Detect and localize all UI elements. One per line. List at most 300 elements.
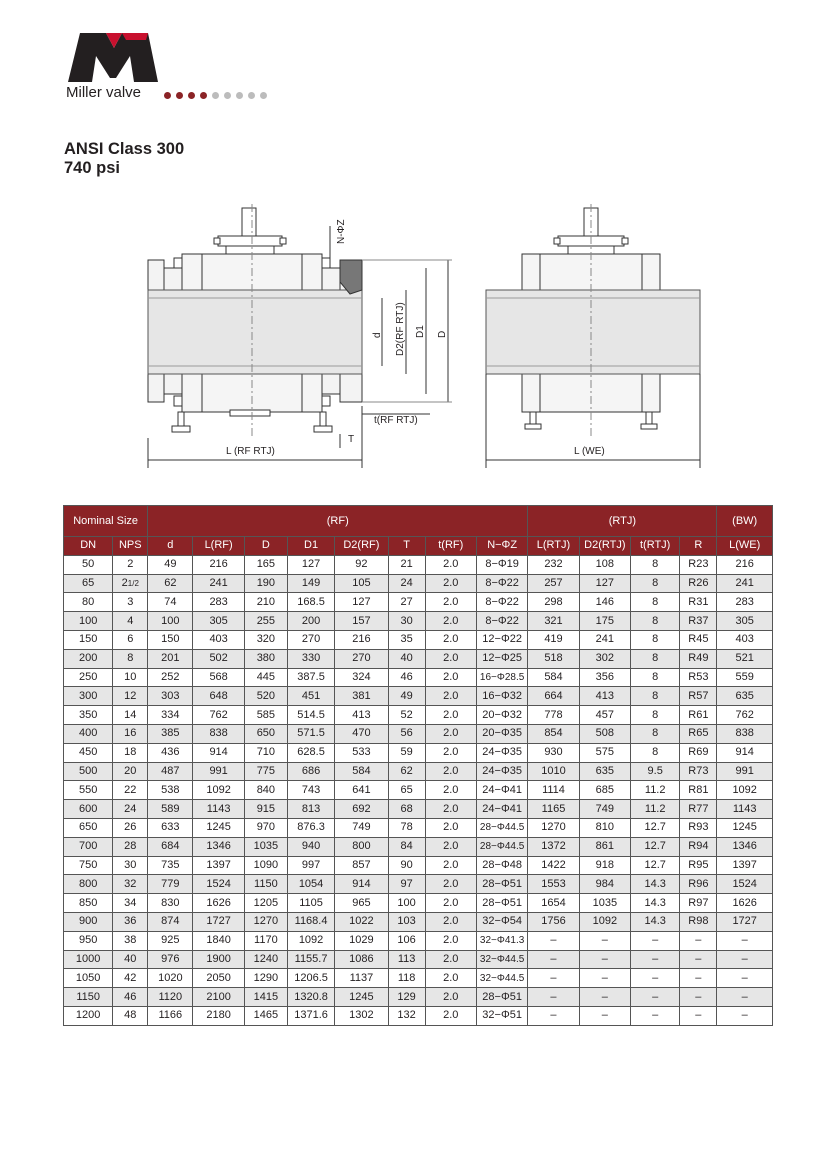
page-title bbox=[64, 140, 184, 178]
column-header: t(RTJ) bbox=[631, 537, 680, 556]
table-cell: 940 bbox=[287, 837, 334, 856]
table-cell: 1092 bbox=[287, 931, 334, 950]
table-cell: 190 bbox=[244, 574, 287, 593]
table-group-header bbox=[64, 506, 773, 537]
table-cell: 830 bbox=[148, 894, 193, 913]
table-cell: R81 bbox=[680, 781, 717, 800]
table-cell: 34 bbox=[113, 894, 148, 913]
table-cell: 1010 bbox=[528, 762, 579, 781]
table-cell: 46 bbox=[388, 668, 425, 687]
table-cell: 600 bbox=[64, 800, 113, 819]
table-cell: 1086 bbox=[335, 950, 388, 969]
table-cell: 451 bbox=[287, 687, 334, 706]
table-cell: 12−Φ25 bbox=[476, 649, 527, 668]
table-cell: 2.0 bbox=[425, 1006, 476, 1025]
table-cell: 12.7 bbox=[631, 818, 680, 837]
table-cell: 2050 bbox=[193, 969, 244, 988]
table-row bbox=[64, 818, 773, 837]
table-row bbox=[64, 593, 773, 612]
flanged-valve-view bbox=[148, 204, 452, 468]
brand-dot bbox=[164, 92, 171, 99]
table-cell: 1654 bbox=[528, 894, 579, 913]
table-cell: 1020 bbox=[148, 969, 193, 988]
table-cell: 250 bbox=[64, 668, 113, 687]
table-cell: 105 bbox=[335, 574, 388, 593]
table-cell: 1727 bbox=[717, 912, 773, 931]
table-cell: 8−Φ22 bbox=[476, 593, 527, 612]
table-cell: 216 bbox=[335, 630, 388, 649]
table-cell: 150 bbox=[64, 630, 113, 649]
table-cell: 90 bbox=[388, 856, 425, 875]
table-cell: 635 bbox=[717, 687, 773, 706]
table-cell: 1205 bbox=[244, 894, 287, 913]
table-cell: 700 bbox=[64, 837, 113, 856]
column-header: D2(RF) bbox=[335, 537, 388, 556]
valve-drawing bbox=[130, 198, 710, 473]
brand-dot bbox=[212, 92, 219, 99]
table-cell: 778 bbox=[528, 706, 579, 725]
table-cell: 4 bbox=[113, 612, 148, 631]
table-cell: 216 bbox=[193, 555, 244, 574]
table-cell: 100 bbox=[64, 612, 113, 631]
table-cell: 283 bbox=[193, 593, 244, 612]
table-cell: 2.0 bbox=[425, 837, 476, 856]
table-cell: 168.5 bbox=[287, 593, 334, 612]
table-cell: 165 bbox=[244, 555, 287, 574]
table-cell: 1090 bbox=[244, 856, 287, 875]
column-header: L(WE) bbox=[717, 537, 773, 556]
table-cell: 300 bbox=[64, 687, 113, 706]
table-cell: 270 bbox=[335, 649, 388, 668]
table-cell: – bbox=[579, 988, 630, 1007]
table-cell: 857 bbox=[335, 856, 388, 875]
table-cell: 28−Φ51 bbox=[476, 988, 527, 1007]
table-cell: – bbox=[680, 931, 717, 950]
table-cell: 52 bbox=[388, 706, 425, 725]
table-cell: 157 bbox=[335, 612, 388, 631]
table-row bbox=[64, 687, 773, 706]
table-cell: 385 bbox=[148, 724, 193, 743]
table-cell: 650 bbox=[64, 818, 113, 837]
table-cell: R69 bbox=[680, 743, 717, 762]
table-cell: – bbox=[528, 969, 579, 988]
table-cell: 30 bbox=[113, 856, 148, 875]
table-cell: 419 bbox=[528, 630, 579, 649]
table-cell: 965 bbox=[335, 894, 388, 913]
table-cell: 59 bbox=[388, 743, 425, 762]
table-cell: 1050 bbox=[64, 969, 113, 988]
table-cell: 132 bbox=[388, 1006, 425, 1025]
table-cell: 62 bbox=[388, 762, 425, 781]
table-cell: 35 bbox=[388, 630, 425, 649]
table-cell: 584 bbox=[528, 668, 579, 687]
table-cell: 127 bbox=[335, 593, 388, 612]
table-cell: 1206.5 bbox=[287, 969, 334, 988]
table-cell: 650 bbox=[244, 724, 287, 743]
table-cell: 8−Φ19 bbox=[476, 555, 527, 574]
table-cell: 350 bbox=[64, 706, 113, 725]
table-cell: 2.0 bbox=[425, 612, 476, 631]
table-cell: 684 bbox=[148, 837, 193, 856]
table-cell: R77 bbox=[680, 800, 717, 819]
table-cell: R49 bbox=[680, 649, 717, 668]
table-cell: 2.0 bbox=[425, 800, 476, 819]
table-cell: 1397 bbox=[193, 856, 244, 875]
table-cell: 568 bbox=[193, 668, 244, 687]
table-cell: 28−Φ48 bbox=[476, 856, 527, 875]
table-cell: 950 bbox=[64, 931, 113, 950]
table-column-header bbox=[64, 537, 773, 556]
table-cell: 3 bbox=[113, 593, 148, 612]
table-cell: 2.0 bbox=[425, 574, 476, 593]
d1-label: D1 bbox=[415, 325, 426, 338]
table-cell: 8 bbox=[631, 612, 680, 631]
table-cell: 2.0 bbox=[425, 687, 476, 706]
table-cell: 32−Φ41.3 bbox=[476, 931, 527, 950]
table-cell: 8 bbox=[631, 743, 680, 762]
table-cell: 779 bbox=[148, 875, 193, 894]
table-cell: – bbox=[717, 950, 773, 969]
table-cell: 24−Φ41 bbox=[476, 800, 527, 819]
table-cell: 1170 bbox=[244, 931, 287, 950]
table-cell: 18 bbox=[113, 743, 148, 762]
table-cell: 2.0 bbox=[425, 630, 476, 649]
table-cell: 24−Φ35 bbox=[476, 743, 527, 762]
table-cell: 38 bbox=[113, 931, 148, 950]
table-cell: 68 bbox=[388, 800, 425, 819]
table-row bbox=[64, 856, 773, 875]
table-cell: 8 bbox=[631, 630, 680, 649]
table-cell: 775 bbox=[244, 762, 287, 781]
table-cell: – bbox=[631, 1006, 680, 1025]
table-row bbox=[64, 875, 773, 894]
table-cell: 1054 bbox=[287, 875, 334, 894]
table-cell: 2 bbox=[113, 555, 148, 574]
table-cell: 334 bbox=[148, 706, 193, 725]
table-cell: 65 bbox=[64, 574, 113, 593]
table-cell: 92 bbox=[335, 555, 388, 574]
table-cell: – bbox=[579, 969, 630, 988]
table-cell: 861 bbox=[579, 837, 630, 856]
table-cell: 900 bbox=[64, 912, 113, 931]
table-cell: 320 bbox=[244, 630, 287, 649]
table-cell: 20−Φ35 bbox=[476, 724, 527, 743]
table-cell: 1200 bbox=[64, 1006, 113, 1025]
brand-dot bbox=[248, 92, 255, 99]
table-cell: – bbox=[631, 969, 680, 988]
table-row bbox=[64, 706, 773, 725]
table-cell: R61 bbox=[680, 706, 717, 725]
table-cell: 991 bbox=[193, 762, 244, 781]
table-cell: 508 bbox=[579, 724, 630, 743]
table-cell: 74 bbox=[148, 593, 193, 612]
table-row bbox=[64, 912, 773, 931]
table-row bbox=[64, 762, 773, 781]
brand-dot bbox=[260, 92, 267, 99]
table-row bbox=[64, 969, 773, 988]
table-cell: 28−Φ44.5 bbox=[476, 837, 527, 856]
table-row bbox=[64, 555, 773, 574]
table-cell: 457 bbox=[579, 706, 630, 725]
table-cell: 149 bbox=[287, 574, 334, 593]
brand-dot bbox=[236, 92, 243, 99]
table-cell: 28 bbox=[113, 837, 148, 856]
table-cell: 571.5 bbox=[287, 724, 334, 743]
table-row bbox=[64, 1006, 773, 1025]
table-cell: 2100 bbox=[193, 988, 244, 1007]
table-cell: 305 bbox=[717, 612, 773, 631]
table-cell: 216 bbox=[717, 555, 773, 574]
brand-dot bbox=[176, 92, 183, 99]
table-cell: 1524 bbox=[717, 875, 773, 894]
brand-dot bbox=[224, 92, 231, 99]
table-cell: 970 bbox=[244, 818, 287, 837]
table-cell: 1092 bbox=[193, 781, 244, 800]
table-cell: – bbox=[717, 969, 773, 988]
table-cell: 685 bbox=[579, 781, 630, 800]
table-cell: 413 bbox=[579, 687, 630, 706]
table-cell: 1150 bbox=[64, 988, 113, 1007]
table-cell: 298 bbox=[528, 593, 579, 612]
table-cell: 585 bbox=[244, 706, 287, 725]
l-rf-label: L (RF RTJ) bbox=[226, 446, 275, 457]
table-cell: 146 bbox=[579, 593, 630, 612]
table-cell: 12 bbox=[113, 687, 148, 706]
table-cell: 20−Φ32 bbox=[476, 706, 527, 725]
table-cell: 2.0 bbox=[425, 706, 476, 725]
table-cell: 108 bbox=[579, 555, 630, 574]
table-cell: 1626 bbox=[717, 894, 773, 913]
table-cell: 750 bbox=[64, 856, 113, 875]
l-we-label: L (WE) bbox=[574, 446, 605, 457]
table-cell: 22 bbox=[113, 781, 148, 800]
table-cell: R93 bbox=[680, 818, 717, 837]
table-cell: 380 bbox=[244, 649, 287, 668]
table-cell: 65 bbox=[388, 781, 425, 800]
column-header: DN bbox=[64, 537, 113, 556]
table-row bbox=[64, 743, 773, 762]
table-cell: 42 bbox=[113, 969, 148, 988]
table-cell: 487 bbox=[148, 762, 193, 781]
table-cell: 2.0 bbox=[425, 781, 476, 800]
table-cell: 502 bbox=[193, 649, 244, 668]
table-cell: 8 bbox=[631, 706, 680, 725]
table-cell: 1840 bbox=[193, 931, 244, 950]
table-cell: 743 bbox=[287, 781, 334, 800]
table-cell: 14 bbox=[113, 706, 148, 725]
table-cell: 49 bbox=[148, 555, 193, 574]
table-cell: – bbox=[680, 969, 717, 988]
table-cell: 876.3 bbox=[287, 818, 334, 837]
table-cell: 1422 bbox=[528, 856, 579, 875]
table-cell: 533 bbox=[335, 743, 388, 762]
table-cell: 127 bbox=[287, 555, 334, 574]
table-cell: 838 bbox=[717, 724, 773, 743]
d-label: d bbox=[372, 332, 383, 338]
brand-name: Miller valve bbox=[66, 84, 142, 101]
table-cell: 1114 bbox=[528, 781, 579, 800]
column-header: d bbox=[148, 537, 193, 556]
table-cell: 175 bbox=[579, 612, 630, 631]
table-cell: 1756 bbox=[528, 912, 579, 931]
table-cell: 633 bbox=[148, 818, 193, 837]
table-cell: 635 bbox=[579, 762, 630, 781]
table-cell: 40 bbox=[388, 649, 425, 668]
table-cell: R37 bbox=[680, 612, 717, 631]
table-body bbox=[64, 555, 773, 1025]
table-cell: 303 bbox=[148, 687, 193, 706]
table-row bbox=[64, 630, 773, 649]
table-cell: 874 bbox=[148, 912, 193, 931]
table-cell: 270 bbox=[287, 630, 334, 649]
table-cell: 16−Φ28.5 bbox=[476, 668, 527, 687]
table-cell: 14.3 bbox=[631, 894, 680, 913]
table-cell: 2.0 bbox=[425, 969, 476, 988]
table-cell: – bbox=[631, 950, 680, 969]
table-cell: 1553 bbox=[528, 875, 579, 894]
table-cell: 2.0 bbox=[425, 988, 476, 1007]
table-cell: 26 bbox=[113, 818, 148, 837]
column-header: N−ΦZ bbox=[476, 537, 527, 556]
table-cell: 241 bbox=[193, 574, 244, 593]
table-cell: 664 bbox=[528, 687, 579, 706]
table-cell: 1372 bbox=[528, 837, 579, 856]
table-cell: 1371.6 bbox=[287, 1006, 334, 1025]
welded-valve-view bbox=[486, 204, 700, 468]
table-cell: 538 bbox=[148, 781, 193, 800]
table-cell: 255 bbox=[244, 612, 287, 631]
table-cell: 32 bbox=[113, 875, 148, 894]
table-cell: 283 bbox=[717, 593, 773, 612]
table-cell: 1240 bbox=[244, 950, 287, 969]
table-cell: 21/2 bbox=[113, 574, 148, 593]
table-cell: 1346 bbox=[717, 837, 773, 856]
table-cell: 559 bbox=[717, 668, 773, 687]
table-cell: 762 bbox=[193, 706, 244, 725]
table-cell: 97 bbox=[388, 875, 425, 894]
table-cell: 30 bbox=[388, 612, 425, 631]
table-cell: 324 bbox=[335, 668, 388, 687]
table-cell: 1245 bbox=[335, 988, 388, 1007]
table-cell: – bbox=[579, 950, 630, 969]
table-cell: R45 bbox=[680, 630, 717, 649]
table-cell: 2.0 bbox=[425, 593, 476, 612]
table-cell: 436 bbox=[148, 743, 193, 762]
table-cell: 46 bbox=[113, 988, 148, 1007]
table-cell: 113 bbox=[388, 950, 425, 969]
table-cell: 991 bbox=[717, 762, 773, 781]
table-cell: 24−Φ35 bbox=[476, 762, 527, 781]
table-cell: 2.0 bbox=[425, 912, 476, 931]
table-cell: 16 bbox=[113, 724, 148, 743]
table-cell: 850 bbox=[64, 894, 113, 913]
table-cell: 550 bbox=[64, 781, 113, 800]
table-cell: 1900 bbox=[193, 950, 244, 969]
table-cell: 11.2 bbox=[631, 781, 680, 800]
table-row bbox=[64, 668, 773, 687]
brand-dot bbox=[188, 92, 195, 99]
table-row bbox=[64, 724, 773, 743]
table-cell: R98 bbox=[680, 912, 717, 931]
table-cell: 514.5 bbox=[287, 706, 334, 725]
table-cell: 8 bbox=[631, 668, 680, 687]
table-cell: 252 bbox=[148, 668, 193, 687]
table-cell: 8 bbox=[113, 649, 148, 668]
table-cell: 2.0 bbox=[425, 555, 476, 574]
group-rf: (RF) bbox=[148, 506, 528, 537]
table-cell: 32−Φ54 bbox=[476, 912, 527, 931]
table-cell: 2.0 bbox=[425, 668, 476, 687]
table-cell: 80 bbox=[64, 593, 113, 612]
table-cell: 1168.4 bbox=[287, 912, 334, 931]
table-cell: 232 bbox=[528, 555, 579, 574]
table-cell: 32−Φ44.5 bbox=[476, 950, 527, 969]
table-cell: 838 bbox=[193, 724, 244, 743]
table-cell: R26 bbox=[680, 574, 717, 593]
table-cell: 103 bbox=[388, 912, 425, 931]
table-cell: 12−Φ22 bbox=[476, 630, 527, 649]
table-cell: 8 bbox=[631, 555, 680, 574]
table-cell: 403 bbox=[193, 630, 244, 649]
table-cell: 1346 bbox=[193, 837, 244, 856]
table-cell: – bbox=[680, 950, 717, 969]
table-cell: 518 bbox=[528, 649, 579, 668]
table-cell: 2.0 bbox=[425, 894, 476, 913]
table-row bbox=[64, 649, 773, 668]
table-cell: – bbox=[528, 950, 579, 969]
table-cell: – bbox=[717, 988, 773, 1007]
table-cell: 413 bbox=[335, 706, 388, 725]
table-cell: 84 bbox=[388, 837, 425, 856]
table-cell: 16−Φ32 bbox=[476, 687, 527, 706]
brand-dots bbox=[164, 92, 267, 99]
table-cell: 28−Φ51 bbox=[476, 875, 527, 894]
table-cell: 2.0 bbox=[425, 818, 476, 837]
table-cell: 241 bbox=[579, 630, 630, 649]
table-cell: R73 bbox=[680, 762, 717, 781]
table-cell: 575 bbox=[579, 743, 630, 762]
table-cell: 800 bbox=[64, 875, 113, 894]
table-cell: 749 bbox=[335, 818, 388, 837]
table-cell: 930 bbox=[528, 743, 579, 762]
table-cell: 1727 bbox=[193, 912, 244, 931]
column-header: R bbox=[680, 537, 717, 556]
table-cell: – bbox=[528, 931, 579, 950]
table-cell: 2.0 bbox=[425, 743, 476, 762]
table-cell: 56 bbox=[388, 724, 425, 743]
table-cell: 854 bbox=[528, 724, 579, 743]
brand-dot bbox=[200, 92, 207, 99]
table-cell: 500 bbox=[64, 762, 113, 781]
table-cell: 1290 bbox=[244, 969, 287, 988]
table-cell: R57 bbox=[680, 687, 717, 706]
table-cell: – bbox=[528, 988, 579, 1007]
table-cell: 521 bbox=[717, 649, 773, 668]
pressure-title: 740 psi bbox=[64, 159, 120, 177]
table-cell: 1524 bbox=[193, 875, 244, 894]
table-cell: 400 bbox=[64, 724, 113, 743]
table-cell: 686 bbox=[287, 762, 334, 781]
column-header: D1 bbox=[287, 537, 334, 556]
table-cell: 1155.7 bbox=[287, 950, 334, 969]
table-cell: 257 bbox=[528, 574, 579, 593]
table-cell: 470 bbox=[335, 724, 388, 743]
column-header: NPS bbox=[113, 537, 148, 556]
table-cell: 201 bbox=[148, 649, 193, 668]
table-cell: 78 bbox=[388, 818, 425, 837]
column-header: t(RF) bbox=[425, 537, 476, 556]
nz-label: N-ΦZ bbox=[336, 219, 347, 244]
